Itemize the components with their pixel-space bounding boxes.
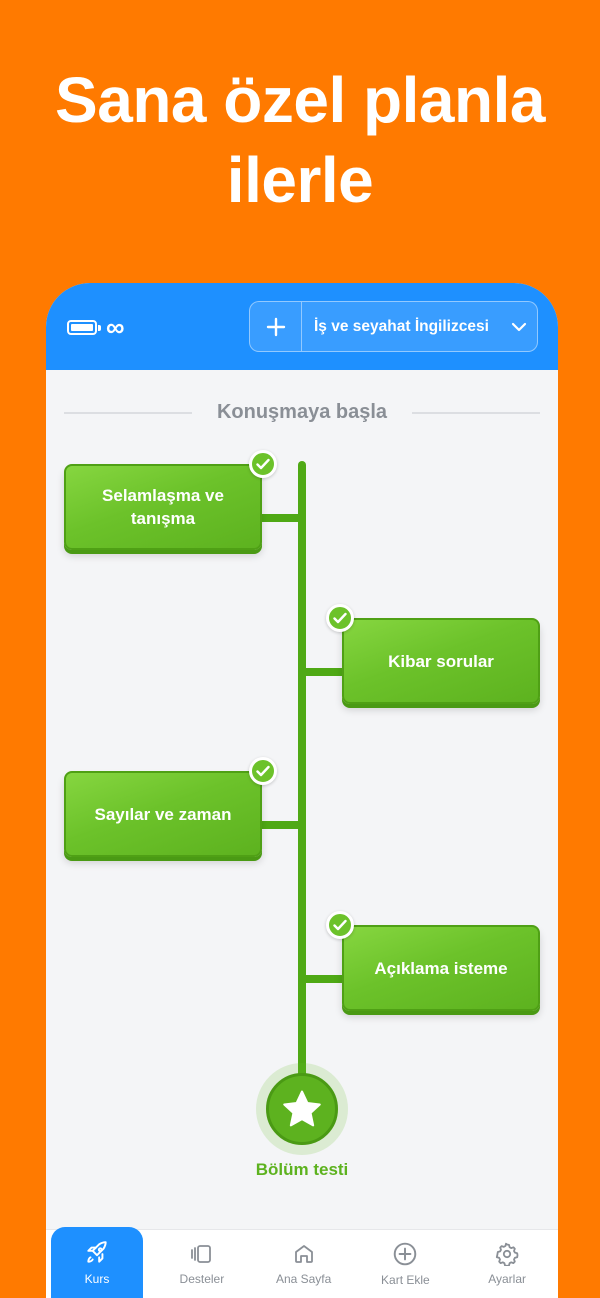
check-icon xyxy=(326,604,354,632)
rocket-icon xyxy=(84,1240,110,1266)
tab-label: Kart Ekle xyxy=(381,1273,430,1287)
plus-icon xyxy=(266,317,286,337)
energy-count: ∞ xyxy=(106,312,125,342)
section-test-label: Bölüm testi xyxy=(255,1160,349,1179)
tab-kurs[interactable] xyxy=(51,1227,143,1298)
lesson-title: Kibar sorular xyxy=(388,651,494,671)
tab-label: Ayarlar xyxy=(488,1272,527,1286)
headline-line-2: ilerle xyxy=(226,144,374,216)
path-branch xyxy=(302,975,344,983)
tab-ayarlar[interactable] xyxy=(456,1230,558,1298)
tab-label: Desteler xyxy=(179,1272,225,1286)
plus-circle-icon xyxy=(392,1241,418,1267)
battery-icon xyxy=(67,320,97,335)
top-bar xyxy=(46,283,558,370)
course-selector[interactable] xyxy=(249,301,538,352)
lesson-card-numbers-time[interactable] xyxy=(64,771,262,857)
divider-right xyxy=(412,412,540,414)
check-icon xyxy=(326,911,354,939)
gear-icon xyxy=(495,1242,519,1266)
learning-path-line xyxy=(298,461,306,1081)
course-name: İş ve seyahat İngilizcesi xyxy=(314,317,489,335)
lesson-card-greetings[interactable] xyxy=(64,464,262,550)
lesson-title: Selamlaşma ve xyxy=(102,486,224,505)
tab-label: Kurs xyxy=(84,1271,110,1286)
bottom-tab-bar xyxy=(46,1229,558,1298)
add-course-button[interactable] xyxy=(250,302,302,351)
tab-ana-sayfa[interactable] xyxy=(253,1230,355,1298)
cards-icon xyxy=(189,1242,215,1266)
lesson-card-asking-clarification[interactable] xyxy=(342,925,540,1011)
lesson-title: Sayılar ve zaman xyxy=(94,804,232,824)
tab-kart-ekle[interactable] xyxy=(355,1230,457,1298)
lesson-title-line-2: tanışma xyxy=(130,509,196,528)
section-test-button[interactable] xyxy=(266,1073,338,1145)
promo-headline xyxy=(0,60,600,220)
chevron-down-icon[interactable] xyxy=(501,322,537,332)
tab-desteler[interactable] xyxy=(151,1230,253,1298)
section-title: Konuşmaya başla xyxy=(216,401,388,423)
lesson-title: Açıklama isteme xyxy=(374,958,508,978)
check-icon xyxy=(249,757,277,785)
check-icon xyxy=(249,450,277,478)
tab-label: Ana Sayfa xyxy=(275,1272,332,1286)
path-branch xyxy=(302,668,344,676)
headline-line-1: Sana özel planla xyxy=(55,64,545,136)
path-branch xyxy=(260,514,302,522)
home-icon xyxy=(292,1242,316,1266)
app-screen xyxy=(46,283,558,1298)
lesson-card-polite-questions[interactable] xyxy=(342,618,540,704)
path-branch xyxy=(260,821,302,829)
star-icon xyxy=(281,1089,323,1129)
